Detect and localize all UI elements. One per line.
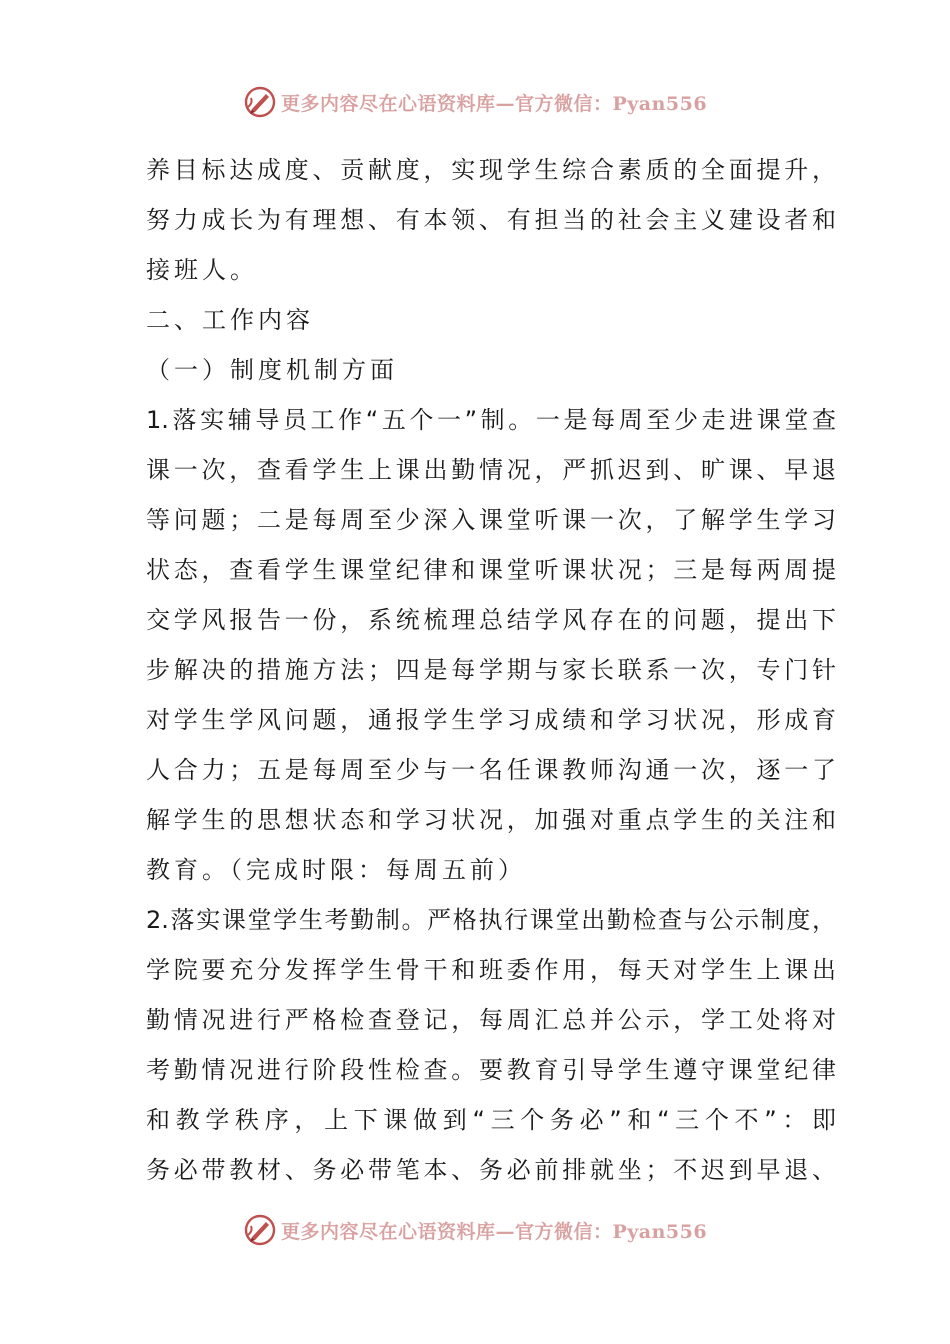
text-line: 教育。（完成时限：每周五前） [146,856,526,884]
heading-system-mechanism: （一）制度机制方面 [146,356,398,384]
watermark-banner-top [0,82,950,122]
text-line: 2.落实课堂学生考勤制。严格执行课堂出勤检查与公示制度， [146,906,836,934]
text-line: 对学生学风问题，通报学生学习成绩和学习状况，形成育 [146,706,836,734]
text-line: 务必带教材、务必带笔本、务必前排就坐；不迟到早退、 [146,1156,836,1184]
watermark-text: 更多内容尽在心语资料库—官方微信：Pyan556 [280,92,708,115]
text-line: 解学生的思想状态和学习状况，加强对重点学生的关注和 [146,806,836,834]
section-heading [146,295,836,345]
document-body [146,145,836,1195]
text-line: 和教学秩序，上下课做到“三个务必”和“三个不”：即 [146,1106,836,1134]
watermark-text: 更多内容尽在心语资料库—官方微信：Pyan556 [280,1220,708,1243]
text-line: 养目标达成度、贡献度，实现学生综合素质的全面提升， [146,156,836,184]
text-line: 等问题；二是每周至少深入课堂听课一次，了解学生学习 [146,506,836,534]
text-line: 人合力；五是每周至少与一名任课教师沟通一次，逐一了 [146,756,836,784]
pen-seal-logo-icon [243,85,277,119]
watermark-banner-bottom [0,1210,950,1250]
text-line: 课一次，查看学生上课出勤情况，严抓迟到、旷课、早退 [146,456,836,484]
text-line: 勤情况进行严格检查登记，每周汇总并公示，学工处将对 [146,1006,836,1034]
text-line: 状态，查看学生课堂纪律和课堂听课状况；三是每两周提 [146,556,836,584]
text-line: 学院要充分发挥学生骨干和班委作用，每天对学生上课出 [146,956,836,984]
paragraph-item-1 [146,395,836,895]
paragraph-intro [146,145,836,295]
text-line: 努力成长为有理想、有本领、有担当的社会主义建设者和 [146,206,836,234]
pen-seal-logo-icon [243,1213,277,1247]
text-line: 1.落实辅导员工作“五个一”制。一是每周至少走进课堂查 [146,406,836,434]
text-line: 接班人。 [146,256,258,284]
text-line: 考勤情况进行阶段性检查。要教育引导学生遵守课堂纪律 [146,1056,836,1084]
text-line: 步解决的措施方法；四是每学期与家长联系一次，专门针 [146,656,836,684]
paragraph-item-2 [146,895,836,1195]
heading-work-content: 二、工作内容 [146,306,314,334]
subsection-heading [146,345,836,395]
text-line: 交学风报告一份，系统梳理总结学风存在的问题，提出下 [146,606,836,634]
